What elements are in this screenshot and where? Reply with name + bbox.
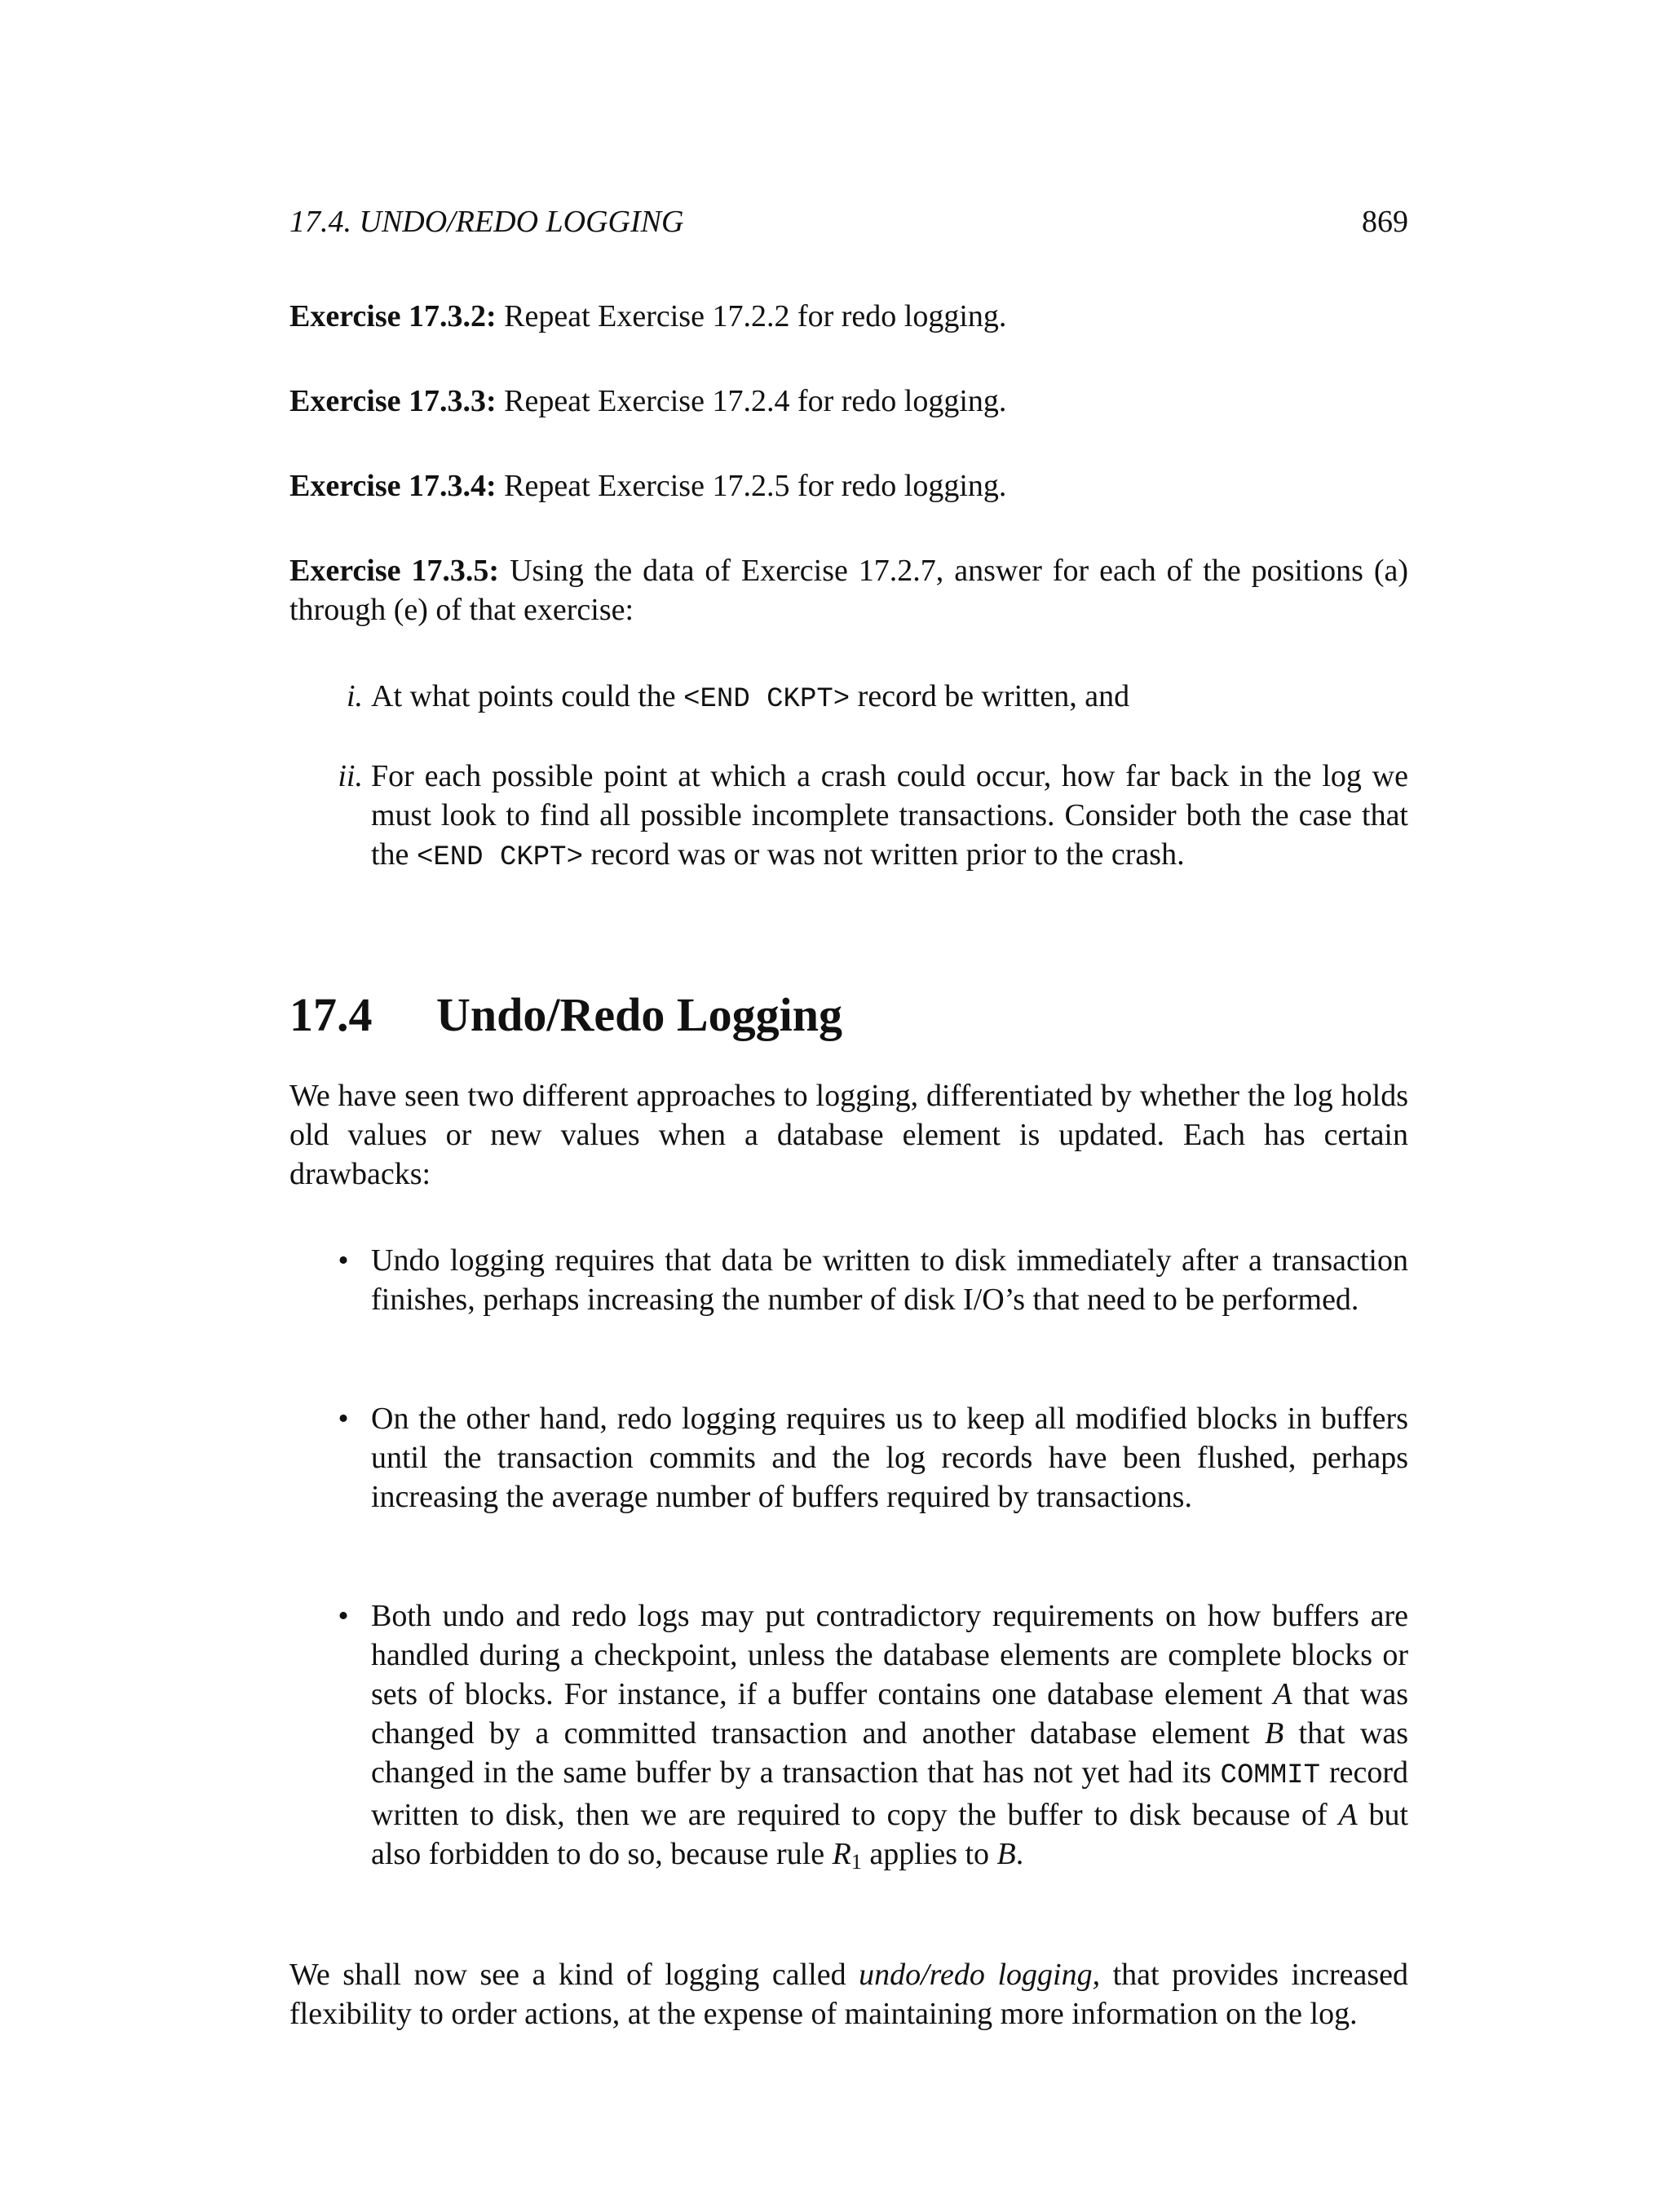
exercise-17-3-4 [289, 466, 1408, 506]
exercise-17-3-5 [289, 551, 1408, 629]
item-marker: ii. [338, 759, 363, 793]
item-text-before: For each possible point at which a crash could occur, how far back in the log we must look to find all possible incomplete transactions. Consider both the case that the [371, 759, 1408, 872]
exercise-text: Repeat Exercise 17.2.5 for redo logging. [504, 469, 1007, 503]
exercise-17-3-3 [289, 382, 1408, 421]
bullet-dot-icon: • [338, 1402, 349, 1436]
item-text-after: record was or was not written prior to the crash. [582, 837, 1185, 872]
section-title: Undo/Redo Logging [436, 988, 842, 1041]
exercise-17-3-2 [289, 297, 1408, 336]
variable-b: B [1264, 1716, 1284, 1751]
commit-code: COMMIT [1220, 1760, 1320, 1791]
bullet-text: applies to [861, 1837, 997, 1871]
item-text-after: record be written, and [850, 679, 1130, 713]
bullet-text: that was changed by a committed transaction and another database element [371, 1677, 1408, 1751]
bullet-text: but also forbidden to do so, because rule [371, 1798, 1409, 1871]
exercise-text: Repeat Exercise 17.2.2 for redo logging. [504, 299, 1007, 333]
undo-redo-term: undo/redo logging, [859, 1958, 1101, 1992]
exercise-label: Exercise 17.3.2: [289, 299, 497, 333]
rule-subscript: 1 [850, 1850, 862, 1874]
bullet-dot-icon: • [338, 1243, 349, 1278]
section-number: 17.4 [289, 988, 373, 1041]
closing-text: that provides increased flexibility to order actions, at the expense of maintaining more information on the log. [289, 1958, 1408, 2031]
exercise-text: Repeat Exercise 17.2.4 for redo logging. [504, 384, 1007, 418]
bullet-redo-logging [338, 1399, 1408, 1517]
intro-paragraph: We have seen two different approaches to logging, differentiated by whether the log holds old values or new values when a database element is updated. Each has certain drawbacks: [289, 1079, 1408, 1191]
exercise-item-ii [338, 757, 1408, 877]
variable-b: B [996, 1837, 1016, 1871]
exercise-text: Using the data of Exercise 17.2.7, answer for each of the positions (a) through (e) of that exercise: [289, 554, 1409, 627]
bullet-text: Both undo and redo logs may put contradictory requirements on how buffers are handled during a checkpoint, unless the database elements are complete blocks or sets of blocks. For instance, if a buffer contains one database element [371, 1599, 1408, 1711]
bullet-text: On the other hand, redo logging requires us to keep all modified blocks in buffers until the transaction commits and the log records have been flushed, perhaps increasing the average number of buffers required by transactions. [371, 1402, 1408, 1514]
closing-paragraph [289, 1955, 1408, 2033]
variable-a: A [1273, 1677, 1292, 1711]
bullet-undo-logging [338, 1241, 1408, 1319]
bullet-dot-icon: • [338, 1599, 349, 1633]
running-header [289, 204, 1408, 245]
variable-a: A [1338, 1798, 1358, 1832]
exercise-label: Exercise 17.3.4: [289, 469, 497, 503]
end-ckpt-code: <END CKPT> [416, 842, 583, 873]
bullet-text: Undo logging requires that data be written to disk immediately after a transaction finishes, perhaps increasing the number of disk I/O’s that need to be performed. [371, 1243, 1408, 1317]
section-heading [289, 987, 842, 1044]
running-title: 17.4. UNDO/REDO LOGGING [289, 205, 684, 239]
rule-symbol: R [832, 1837, 851, 1871]
exercise-label: Exercise 17.3.5: [289, 554, 500, 588]
page-number: 869 [1362, 205, 1408, 239]
closing-text: We shall now see a kind of logging called [289, 1958, 859, 1992]
bullet-text: that was changed in the same buffer by a transaction that has not yet had its [371, 1716, 1409, 1790]
item-marker: i. [346, 679, 363, 713]
exercise-label: Exercise 17.3.3: [289, 384, 497, 418]
end-ckpt-code: <END CKPT> [683, 684, 850, 715]
bullet-text: record written to disk, then we are required to copy the buffer to disk because of [371, 1755, 1408, 1832]
bullet-contradictory-requirements [338, 1596, 1409, 1874]
bullet-text: . [1015, 1837, 1024, 1871]
item-text-before: At what points could the [371, 679, 684, 713]
exercise-item-i [346, 677, 1408, 719]
